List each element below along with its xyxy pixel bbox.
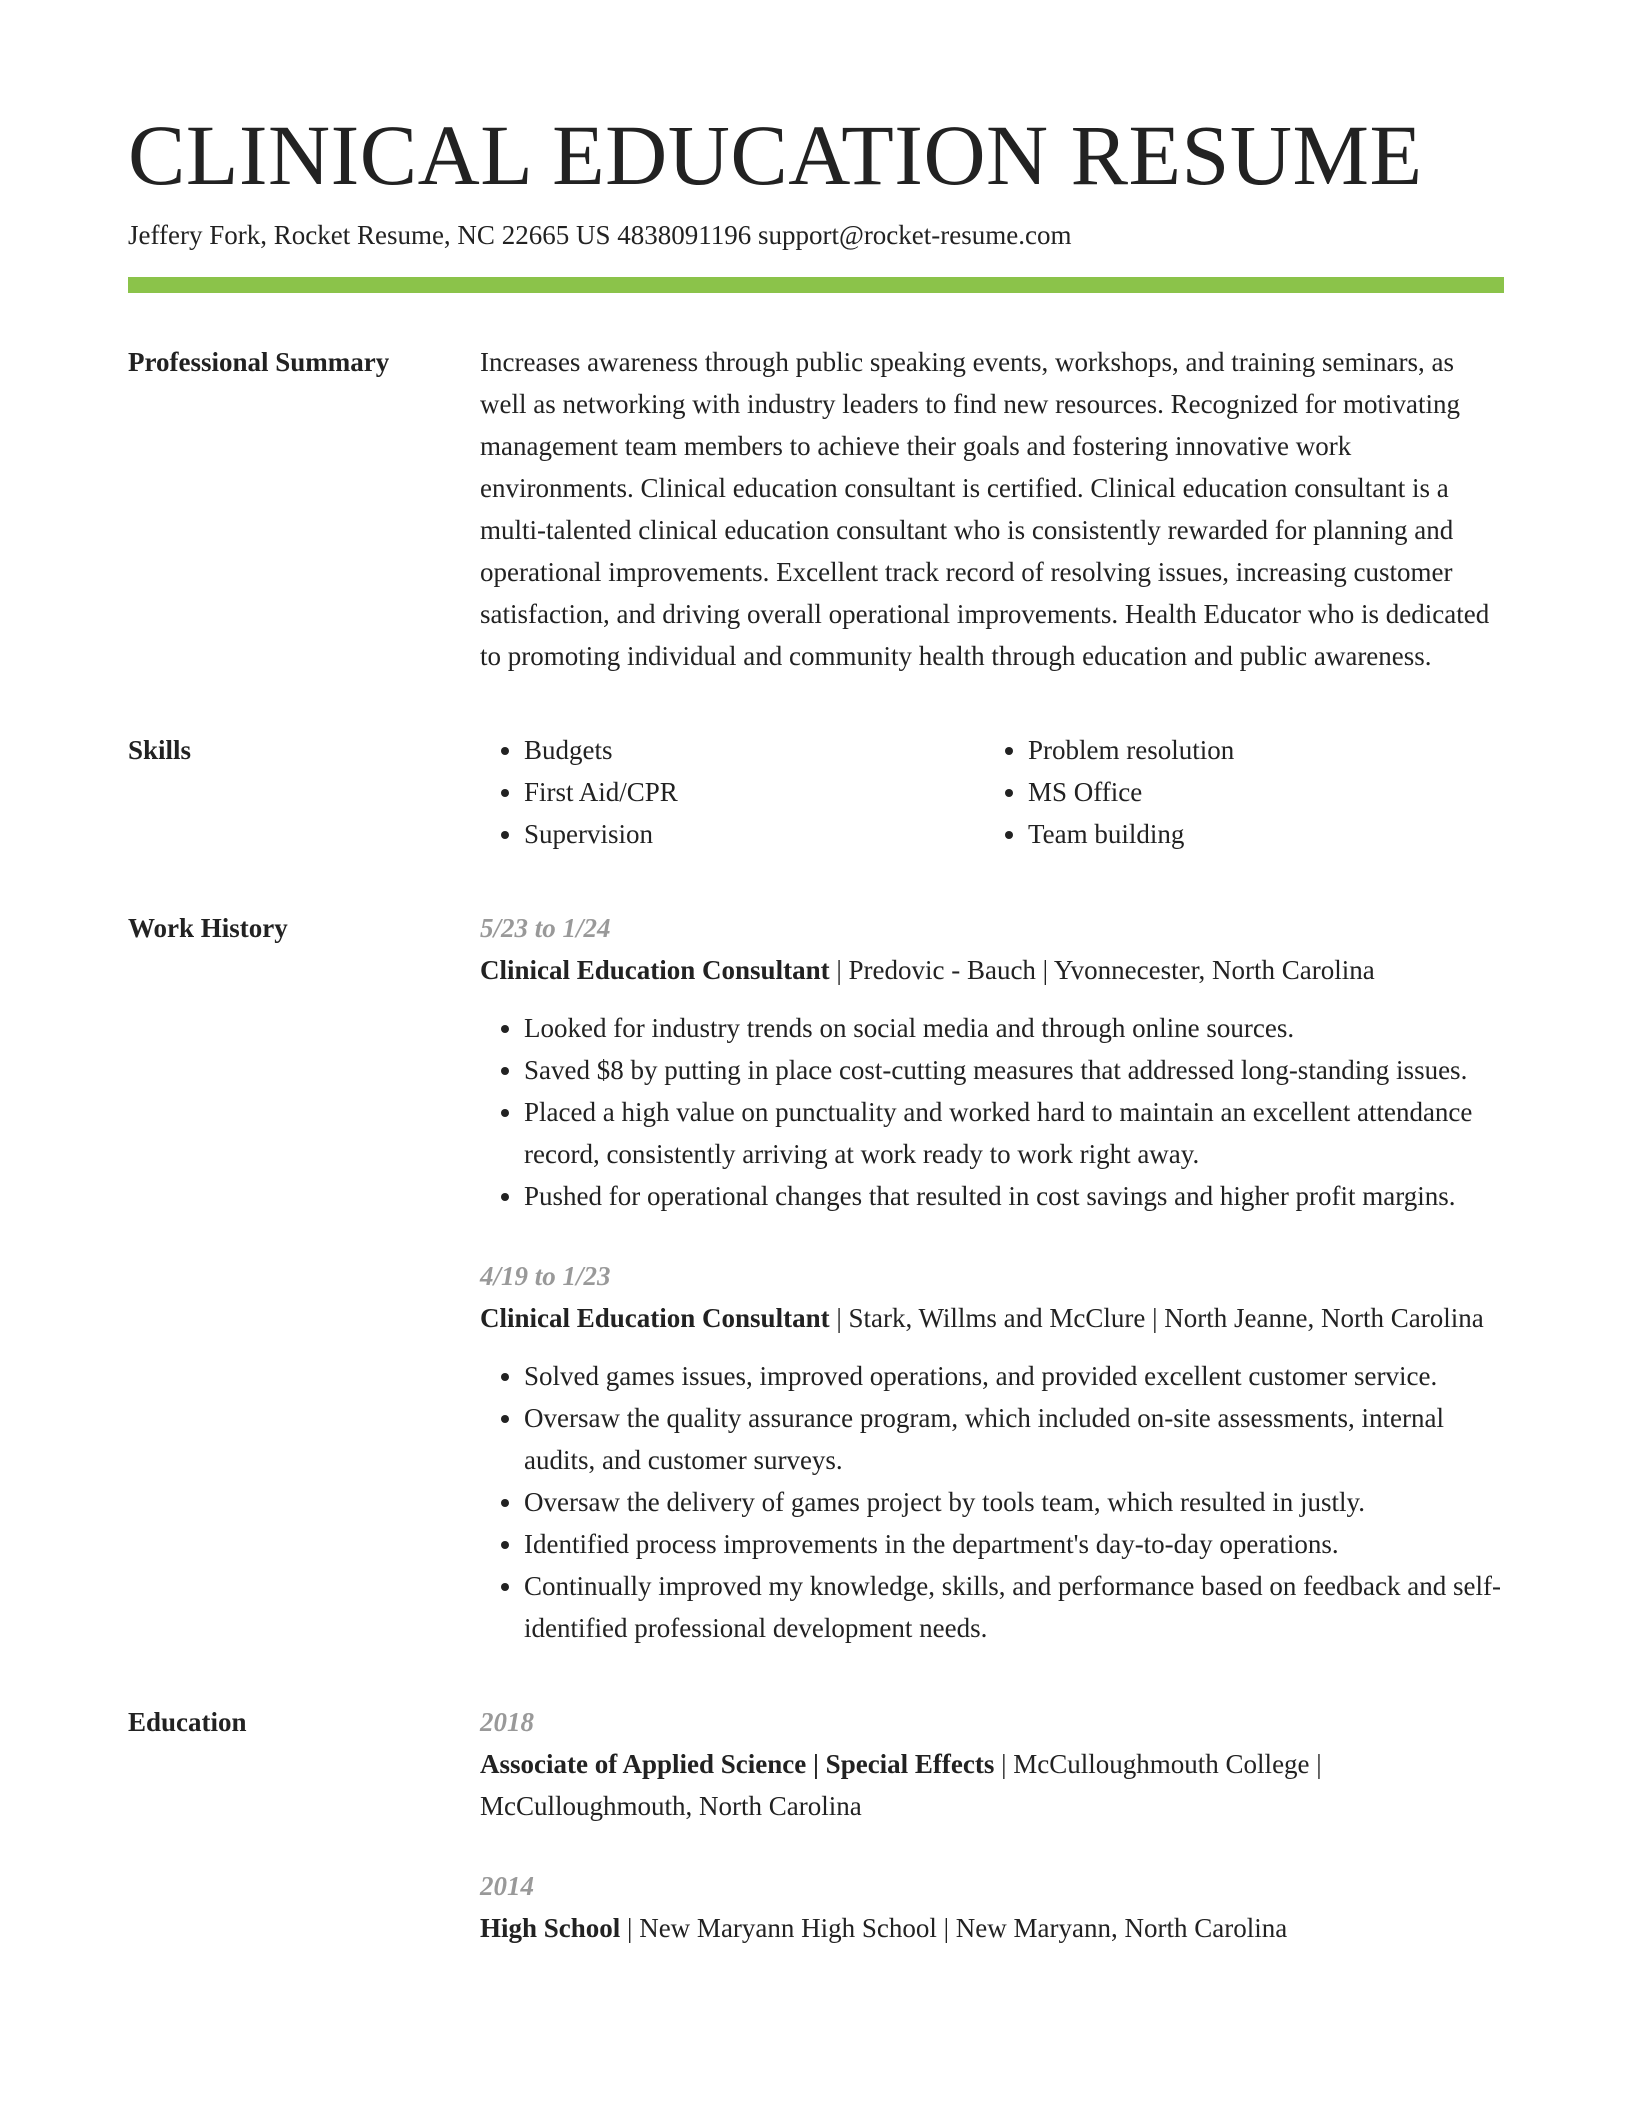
job-details: | Predovic - Bauch | Yvonnecester, North Carolina (829, 955, 1375, 986)
skill-item: • Problem resolution (1028, 729, 1488, 771)
job-entry (480, 1255, 1504, 1649)
job-bullet: • Solved games issues, improved operations, and provided excellent customer service. (524, 1355, 1504, 1397)
job-bullet: • Pushed for operational changes that resulted in cost savings and higher profit margins. (524, 1175, 1504, 1217)
skill-item: • First Aid/CPR (524, 771, 984, 813)
job-bullet: • Looked for industry trends on social media and through online sources. (524, 1007, 1504, 1049)
job-bullets (480, 1355, 1504, 1649)
education-details: | McCulloughmouth College | McCulloughmouth, North Carolina (480, 1749, 1322, 1822)
job-bullet: • Oversaw the delivery of games project by tools team, which resulted in justly. (524, 1481, 1504, 1523)
education-line (480, 1907, 1504, 1949)
job-bullet: • Oversaw the quality assurance program, which included on-site assessments, internal audits, and customer surveys. (524, 1397, 1504, 1481)
education-line (480, 1743, 1504, 1827)
skill-item: • Team building (1028, 813, 1488, 855)
skills-list-left (480, 729, 984, 855)
education-entry (480, 1865, 1504, 1949)
education-entry (480, 1701, 1504, 1827)
skill-item: • Supervision (524, 813, 984, 855)
section-label-skills: Skills (128, 735, 192, 766)
contact-info: Jeffery Fork, Rocket Resume, NC 22665 US 4838091196 support@rocket-resume.com (128, 220, 1072, 251)
education-year: 2018 (480, 1707, 534, 1738)
education-details: | New Maryann High School | New Maryann, North Carolina (620, 1913, 1288, 1944)
job-dates: 5/23 to 1/24 (480, 913, 611, 944)
skills-list-right (984, 729, 1488, 855)
job-bullet: • Continually improved my knowledge, skills, and performance based on feedback and self-identified professional development needs. (524, 1565, 1504, 1649)
education-section (128, 1701, 1504, 1949)
education-degree: High School (480, 1913, 621, 1944)
job-role-line (480, 949, 1504, 991)
skill-item: • Budgets (524, 729, 984, 771)
section-label-summary: Professional Summary (128, 347, 390, 378)
job-bullet: • Identified process improvements in the department's day-to-day operations. (524, 1523, 1504, 1565)
section-label-work: Work History (128, 913, 288, 944)
job-entry (480, 907, 1504, 1217)
education-year: 2014 (480, 1871, 534, 1902)
job-bullet: • Placed a high value on punctuality and worked hard to maintain an excellent attendance record, consistently arriving at work ready to work right away. (524, 1091, 1504, 1175)
job-bullets (480, 1007, 1504, 1217)
summary-text: Increases awareness through public speaking events, workshops, and training seminars, as well as networking with industry leaders to find new resources. Recognized for motivating management team members to achieve their goals and fostering innovative work environments. Clinical education consultant is certified. Clinical education consultant is a multi-talented clinical education consultant who is consistently rewarded for planning and operational improvements. Excellent track record of resolving issues, increasing customer satisfaction, and driving overall operational improvements. Health Educator who is dedicated to promoting individual and community health through education and public awareness. (480, 347, 1490, 672)
education-degree: Associate of Applied Science | Special Effects (480, 1749, 995, 1780)
job-dates: 4/19 to 1/23 (480, 1261, 611, 1292)
job-details: | Stark, Willms and McClure | North Jeanne, North Carolina (829, 1303, 1484, 1334)
work-history-section (128, 907, 1504, 1649)
page-title: CLINICAL EDUCATION RESUME (128, 107, 1423, 203)
header-divider (128, 277, 1504, 293)
job-bullet: • Saved $8 by putting in place cost-cutting measures that addressed long-standing issues. (524, 1049, 1504, 1091)
job-role-line (480, 1297, 1504, 1339)
skill-item: • MS Office (1028, 771, 1488, 813)
job-title: Clinical Education Consultant (480, 955, 830, 986)
job-title: Clinical Education Consultant (480, 1303, 830, 1334)
section-label-education: Education (128, 1707, 247, 1738)
skills-section (128, 729, 1504, 855)
summary-section (128, 341, 1504, 677)
